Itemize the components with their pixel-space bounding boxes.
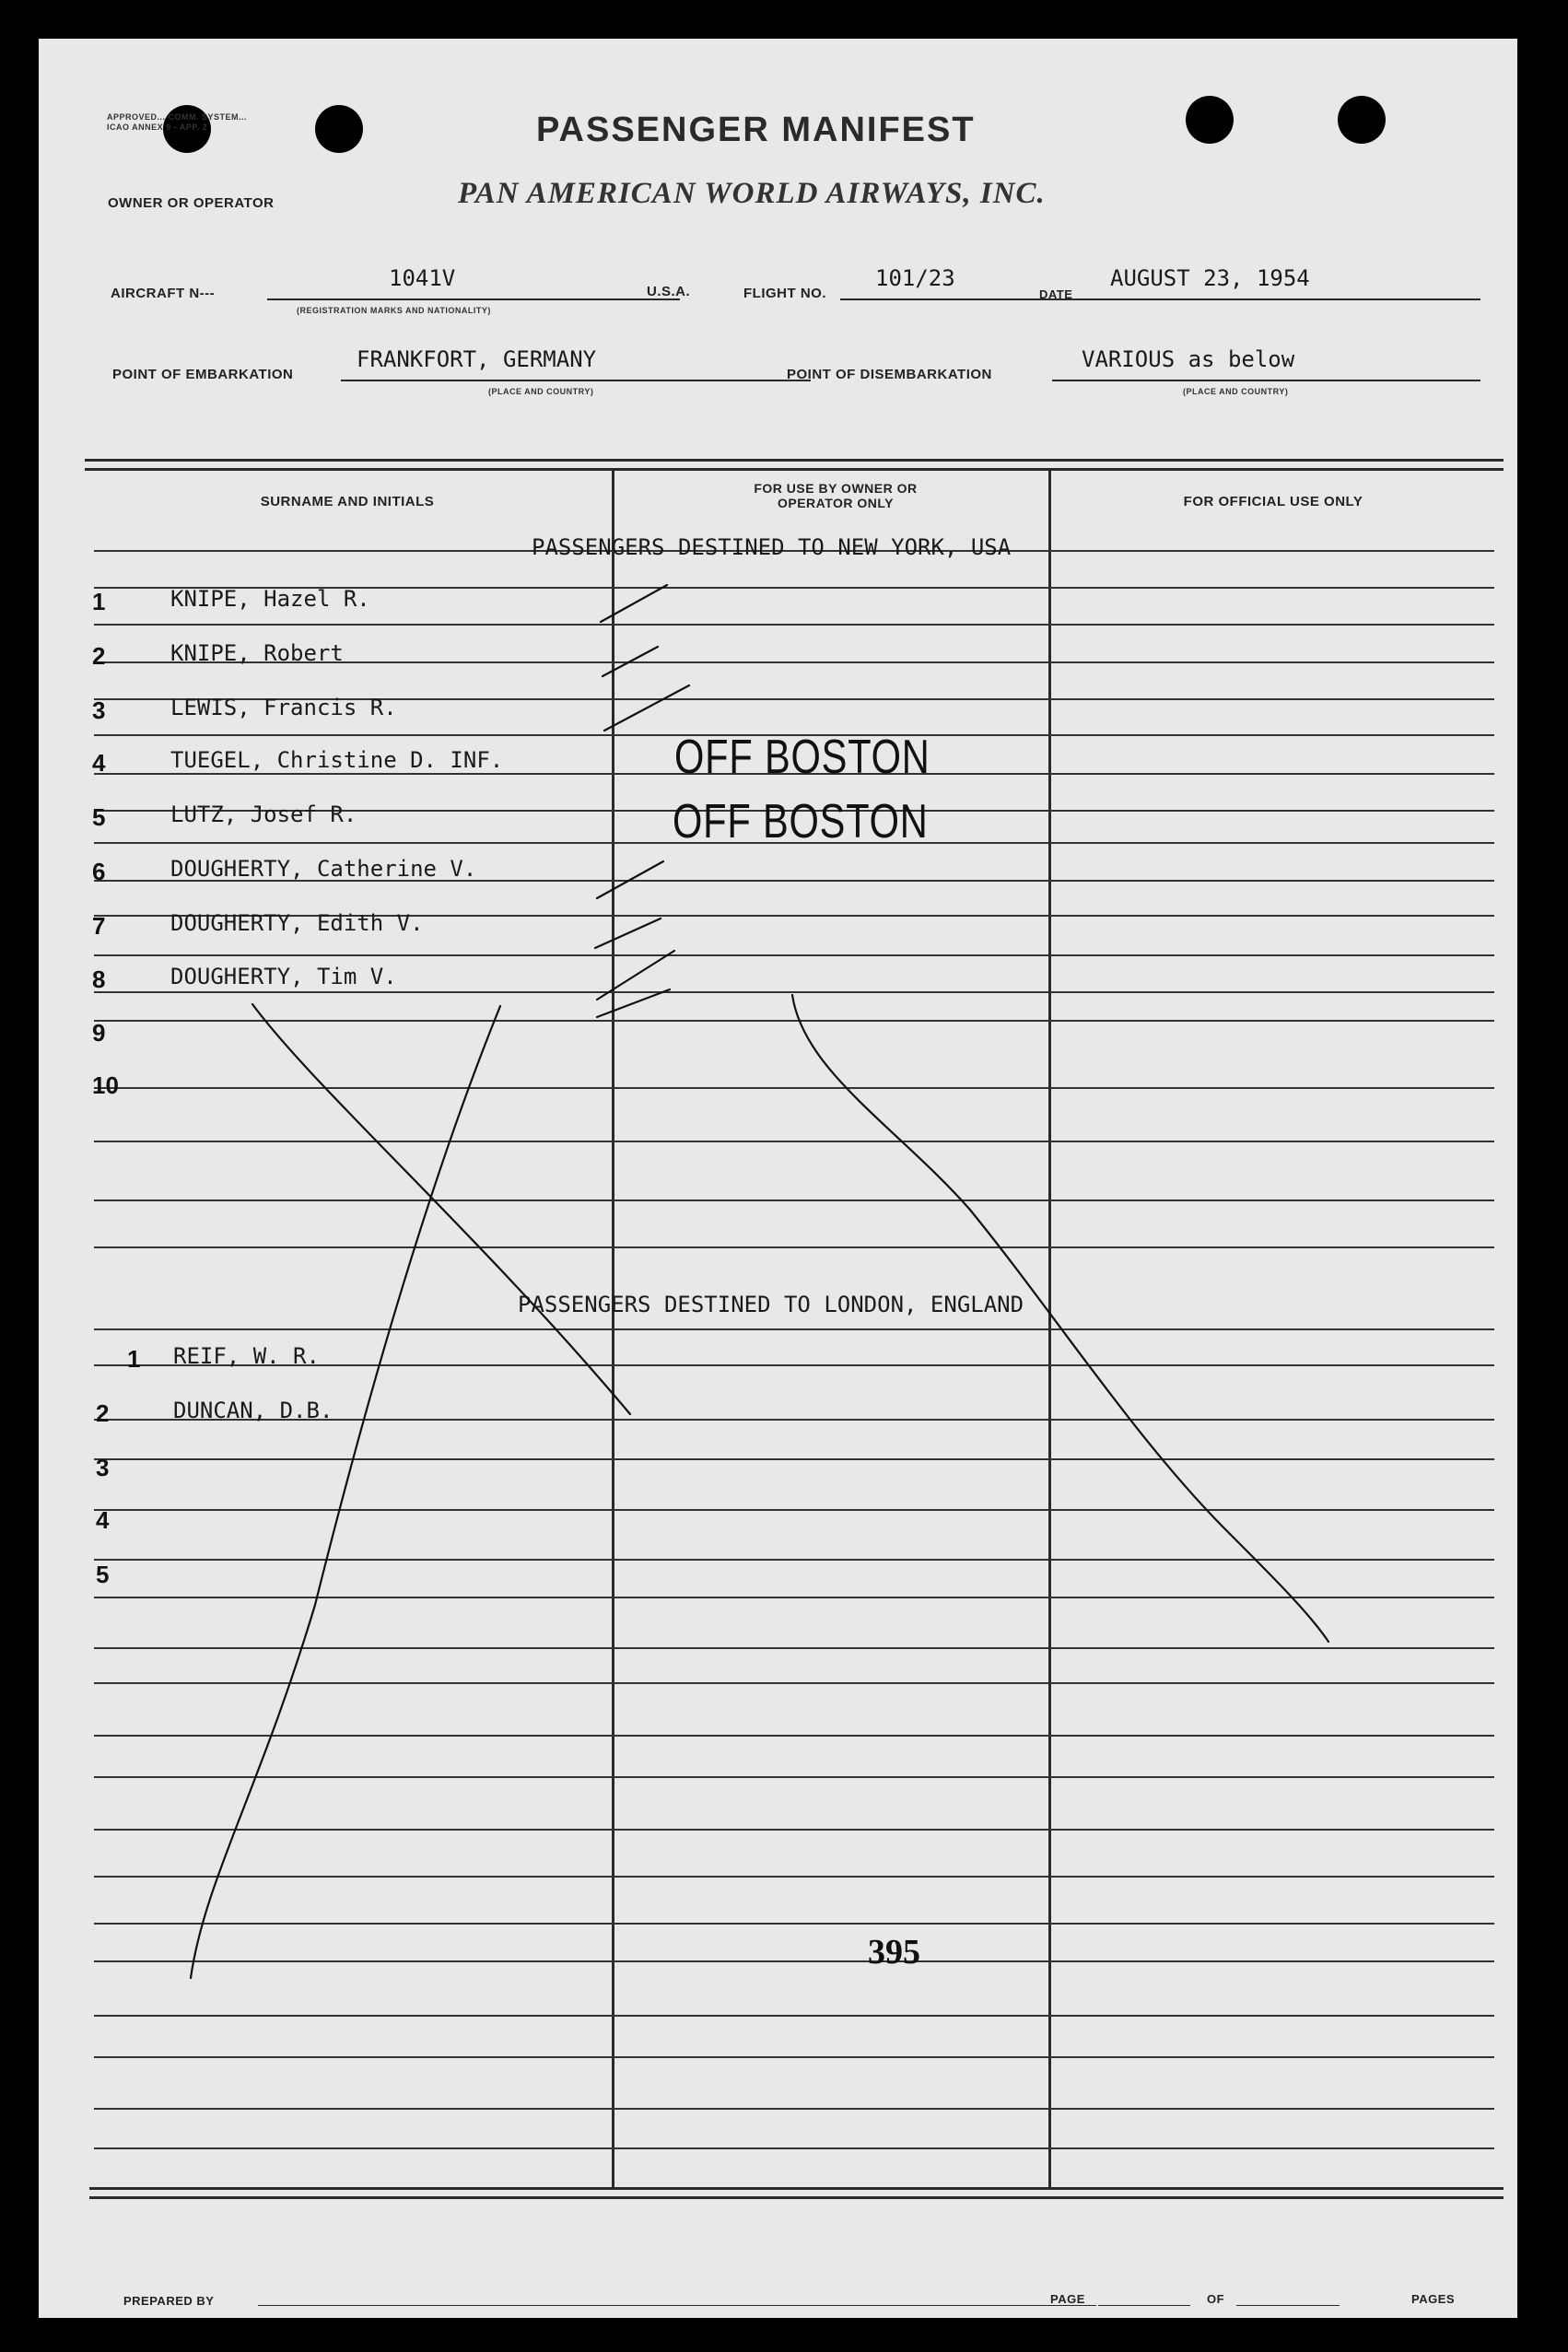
pages-label: PAGES bbox=[1411, 2292, 1456, 2306]
passenger-name: DOUGHERTY, Edith V. bbox=[170, 910, 424, 936]
aircraft-label: AIRCRAFT N--- bbox=[111, 286, 216, 301]
passenger-name: DOUGHERTY, Tim V. bbox=[170, 964, 397, 989]
page-number: 395 bbox=[868, 1933, 920, 1972]
embark-value: FRANKFORT, GERMANY bbox=[357, 346, 597, 372]
disembark-sub: (PLACE AND COUNTRY) bbox=[1183, 387, 1289, 396]
disembark-label: POINT OF DISEMBARKATION bbox=[787, 367, 992, 382]
form-title: PASSENGER MANIFEST bbox=[536, 111, 976, 149]
check-mark bbox=[601, 585, 667, 622]
passenger-name: LUTZ, Josef R. bbox=[170, 802, 357, 827]
row-number: 1 bbox=[127, 1345, 141, 1373]
row-number: 3 bbox=[96, 1454, 110, 1481]
row-number: 4 bbox=[92, 749, 106, 777]
date-value: AUGUST 23, 1954 bbox=[1110, 265, 1310, 291]
check-mark bbox=[604, 685, 689, 731]
col-surname-header: SURNAME AND INITIALS bbox=[260, 494, 435, 509]
of-label: OF bbox=[1207, 2292, 1225, 2306]
row-number: 1 bbox=[92, 588, 106, 615]
passenger-name: KNIPE, Robert bbox=[170, 640, 344, 666]
approval-text: APPROVED... COMM. SYSTEM... ICAO ANNEX 9 - APP. 2 bbox=[107, 112, 248, 132]
company-name: PAN AMERICAN WORLD AIRWAYS, INC. bbox=[458, 177, 1046, 210]
embark-sub: (PLACE AND COUNTRY) bbox=[488, 387, 594, 396]
manifest-sheet bbox=[39, 39, 1517, 2318]
row-number: 2 bbox=[92, 642, 106, 670]
passenger-name: TUEGEL, Christine D. INF. bbox=[170, 747, 504, 773]
row-number: 5 bbox=[92, 803, 106, 831]
row-number: 2 bbox=[96, 1399, 110, 1427]
row-number: 9 bbox=[92, 1019, 106, 1047]
group-heading: PASSENGERS DESTINED TO NEW YORK, USA bbox=[532, 534, 1012, 560]
cross-stroke bbox=[792, 995, 1328, 1642]
check-mark bbox=[597, 861, 663, 898]
disembark-value: VARIOUS as below bbox=[1082, 346, 1295, 372]
row-number: 7 bbox=[92, 912, 106, 940]
flight-label: FLIGHT NO. bbox=[743, 286, 826, 301]
row-number: 5 bbox=[96, 1561, 110, 1588]
row-number: 3 bbox=[92, 696, 106, 724]
passenger-name: DOUGHERTY, Catherine V. bbox=[170, 856, 477, 882]
passenger-name: LEWIS, Francis R. bbox=[170, 695, 397, 720]
flight-value: 101/23 bbox=[875, 265, 955, 291]
check-mark bbox=[595, 919, 661, 948]
prepared-label: PREPARED BY bbox=[123, 2294, 215, 2308]
row-number: 6 bbox=[92, 858, 106, 885]
cross-stroke bbox=[252, 1004, 630, 1414]
col-official-header: FOR OFFICIAL USE ONLY bbox=[1183, 494, 1363, 509]
row-number: 10 bbox=[92, 1071, 119, 1099]
off-boston-stamp: OFF BOSTON bbox=[674, 731, 930, 784]
owner-label: OWNER OR OPERATOR bbox=[108, 195, 275, 211]
check-mark bbox=[603, 647, 658, 676]
handwritten-marks bbox=[39, 39, 1517, 2318]
row-number: 8 bbox=[92, 965, 106, 993]
group-heading: PASSENGERS DESTINED TO LONDON, ENGLAND bbox=[518, 1292, 1024, 1317]
passenger-name: KNIPE, Hazel R. bbox=[170, 586, 370, 612]
passenger-name: REIF, W. R. bbox=[173, 1343, 320, 1369]
aircraft-sub: (REGISTRATION MARKS AND NATIONALITY) bbox=[297, 306, 491, 315]
cross-stroke bbox=[191, 1006, 500, 1978]
usa-label: U.S.A. bbox=[647, 284, 691, 299]
embark-label: POINT OF EMBARKATION bbox=[112, 367, 294, 382]
row-number: 4 bbox=[96, 1506, 110, 1534]
col-owner-header: FOR USE BY OWNER OR OPERATOR ONLY bbox=[754, 481, 918, 510]
off-boston-stamp: OFF BOSTON bbox=[673, 795, 929, 848]
page-label: PAGE bbox=[1050, 2292, 1085, 2306]
date-label: DATE bbox=[1039, 287, 1073, 301]
aircraft-value: 1041V bbox=[389, 265, 456, 291]
passenger-name: DUNCAN, D.B. bbox=[173, 1398, 333, 1423]
